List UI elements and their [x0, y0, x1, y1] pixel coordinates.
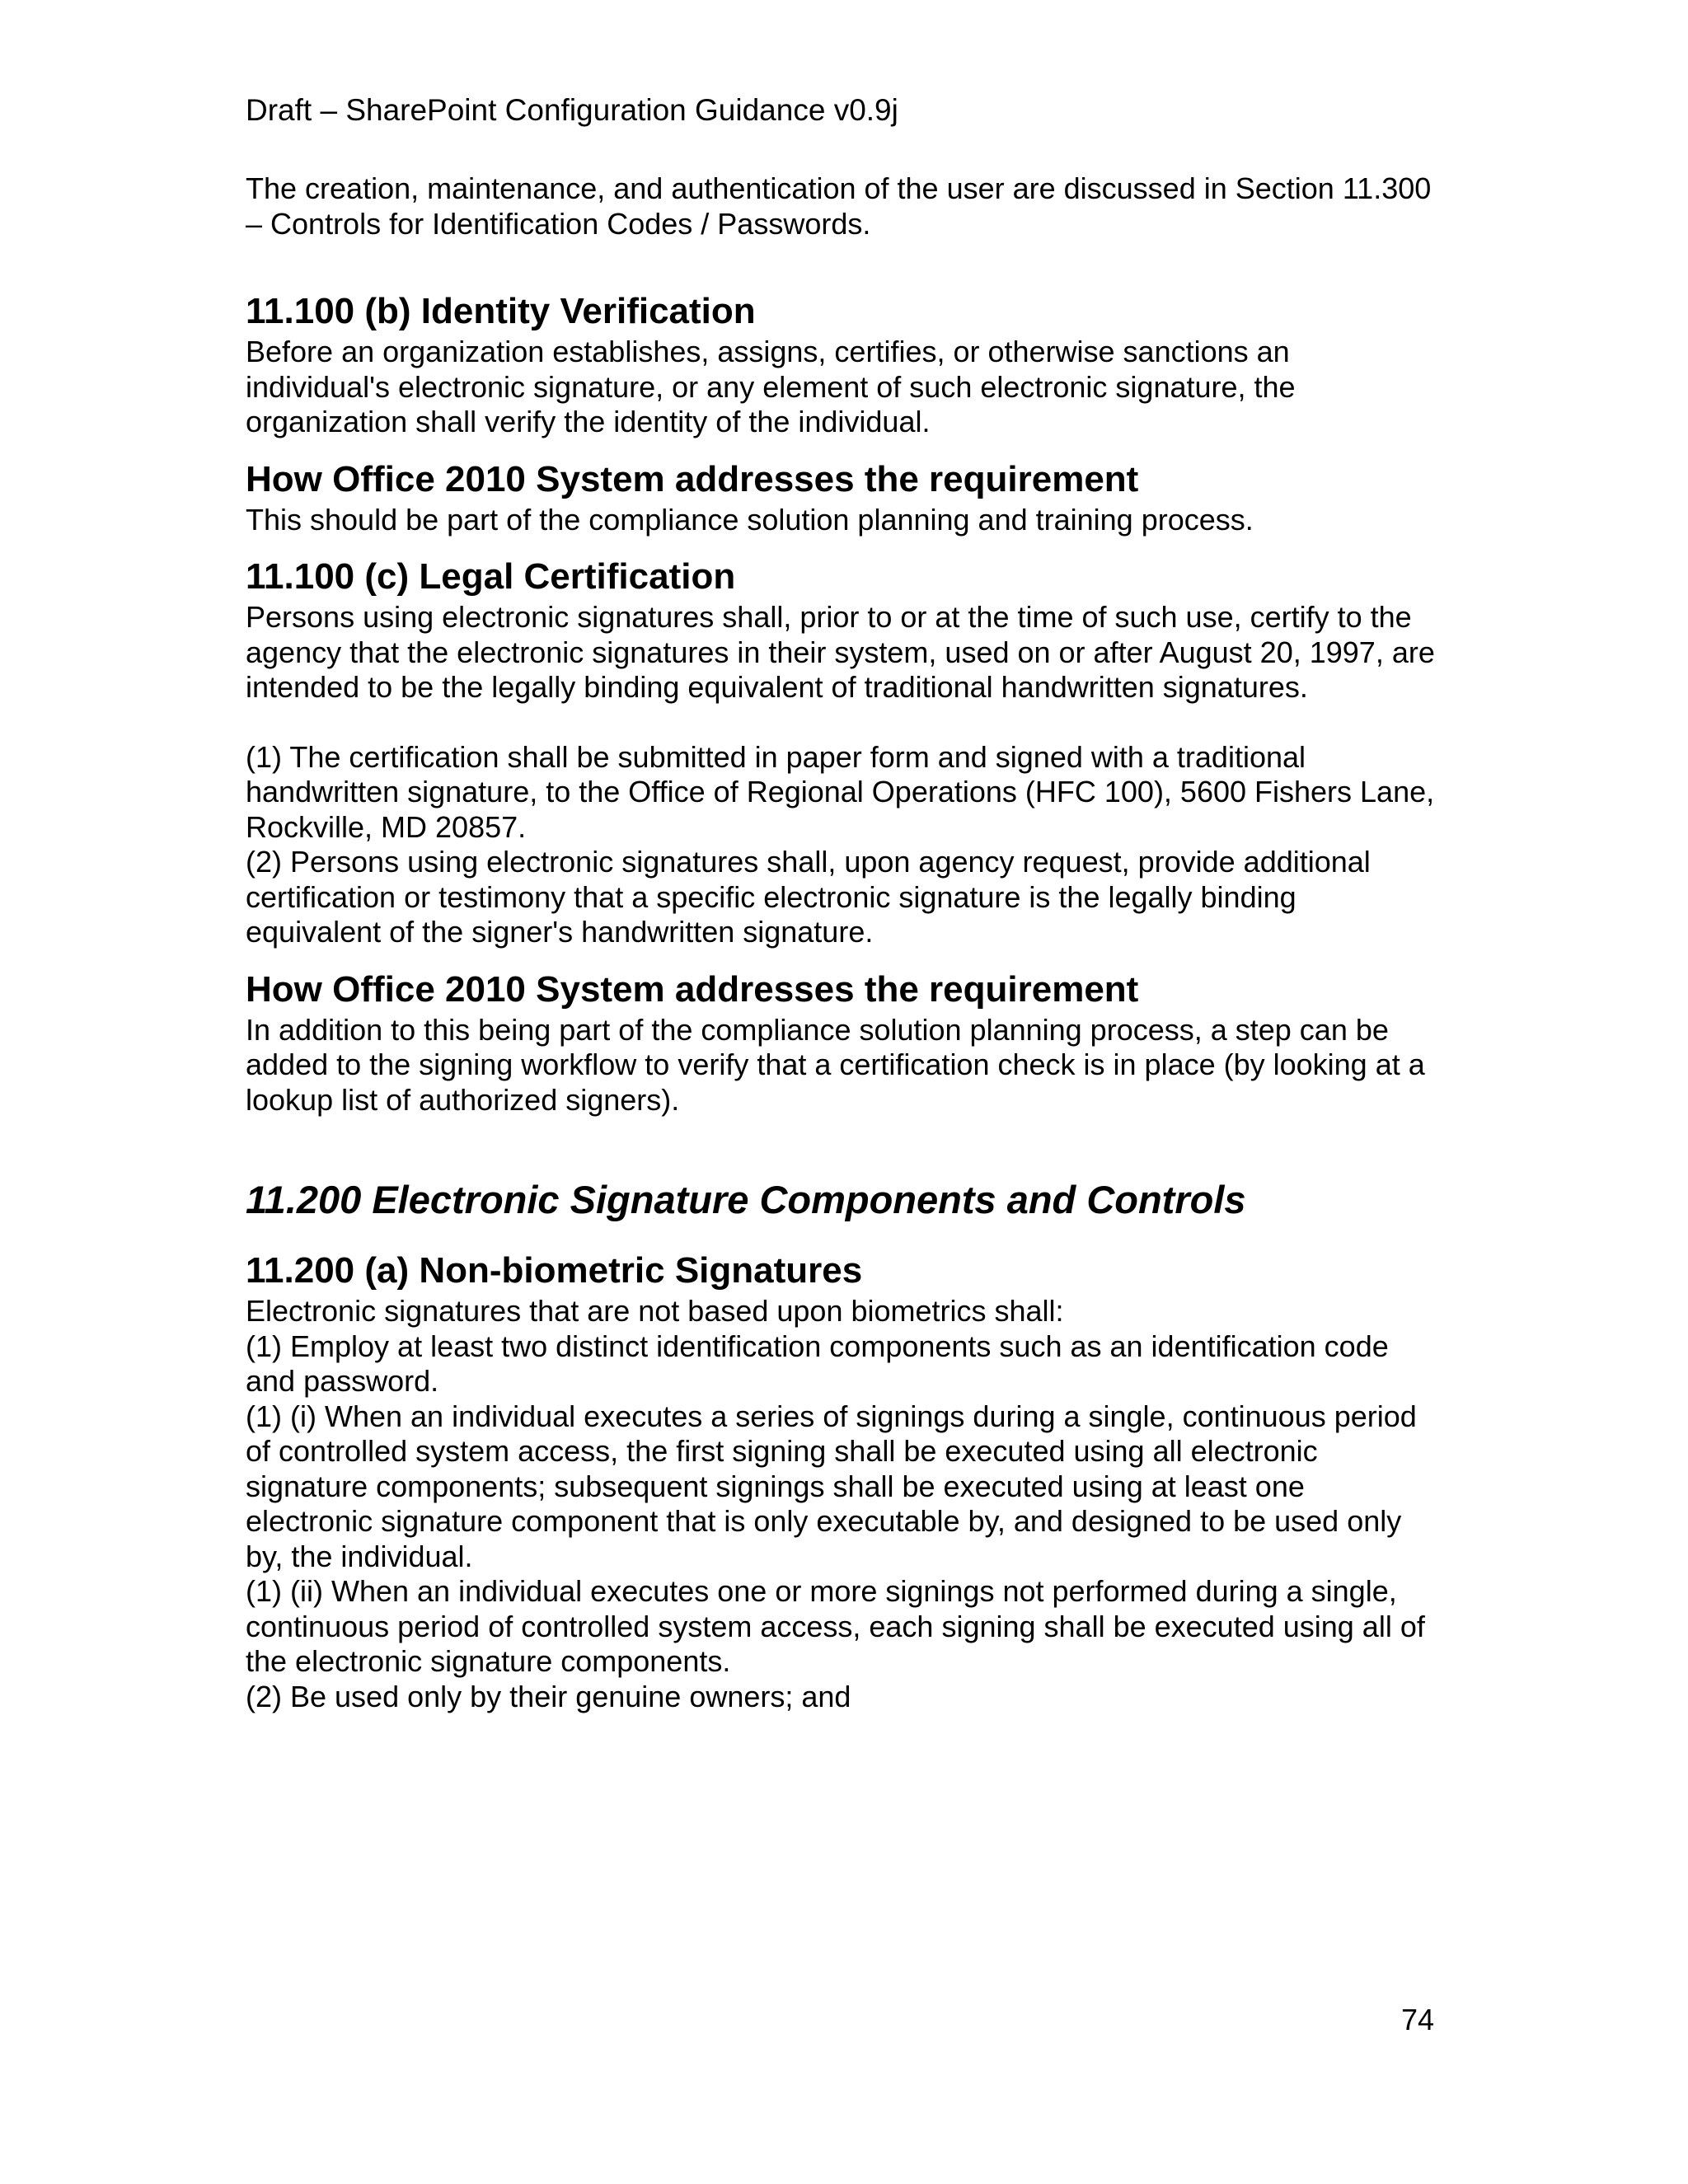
page-number: 74	[1401, 2003, 1435, 2036]
office-response-2-body: In addition to this being part of the compliance solution planning process, a step can be added to the signing workflow to verify that a certification check is in place (by looking at a lookup list of authorized signers).	[246, 1012, 1425, 1117]
non-biometric-line: (1) (ii) When an individual executes one or more signings not performed during a single, continuous period of controlled system access, each signing shall be executed using all of the electronic signature components.	[246, 1574, 1425, 1678]
heading-identity-verification: 11.100 (b) Identity Verification	[246, 291, 756, 331]
office-response-1-body: This should be part of the compliance solution planning and training process.	[246, 502, 1254, 537]
non-biometric-line: (2) Be used only by their genuine owners; and	[246, 1679, 851, 1713]
heading-non-biometric-signatures: 11.200 (a) Non-biometric Signatures	[246, 1250, 863, 1291]
non-biometric-line: Electronic signatures that are not based upon biometrics shall:	[246, 1294, 1064, 1328]
intro-paragraph: The creation, maintenance, and authentication of the user are discussed in Section 11.300 – Controls for Identification Codes / Passwords.	[246, 171, 1432, 241]
document-page	[246, 92, 1437, 1714]
heading-legal-certification: 11.100 (c) Legal Certification	[246, 556, 736, 597]
heading-office-response-2: How Office 2010 System addresses the requirement	[246, 968, 1139, 1010]
running-header: Draft – SharePoint Configuration Guidance v0.9j	[246, 93, 898, 127]
section-title-11-200: 11.200 Electronic Signature Components and Controls	[246, 1178, 1246, 1221]
identity-verification-body: Before an organization establishes, assigns, certifies, or otherwise sanctions an individual's electronic signature, or any element of such electronic signature, the organization shall verify the identity of the individual.	[246, 335, 1296, 438]
legal-certification-item-1: (1) The certification shall be submitted in paper form and signed with a traditional handwritten signature, to the Office of Regional Operations (HFC 100), 5600 Fishers Lane, Rockville, MD 20857.	[246, 739, 1435, 844]
legal-certification-item-2: (2) Persons using electronic signatures shall, upon agency request, provide additional certification or testimony that a specific electronic signature is the legally binding equivalent of the signer's handwritten signature.	[246, 845, 1371, 949]
legal-certification-body: Persons using electronic signatures shall, prior to or at the time of such use, certify to the agency that the electronic signatures in their system, used on or after August 20, 1997, are intended to be the legally binding equivalent of traditional handwritten signatures.	[246, 600, 1435, 704]
non-biometric-line: (1) (i) When an individual executes a series of signings during a single, continuous period of controlled system access, the first signing shall be executed using all electronic signature components; subsequent signings shall be executed using at least one electronic signature component that is only executable by, and designed to be used only by, the individual.	[246, 1399, 1417, 1573]
heading-office-response-1: How Office 2010 System addresses the requirement	[246, 458, 1139, 499]
non-biometric-line: (1) Employ at least two distinct identification components such as an identification code and password.	[246, 1329, 1389, 1398]
